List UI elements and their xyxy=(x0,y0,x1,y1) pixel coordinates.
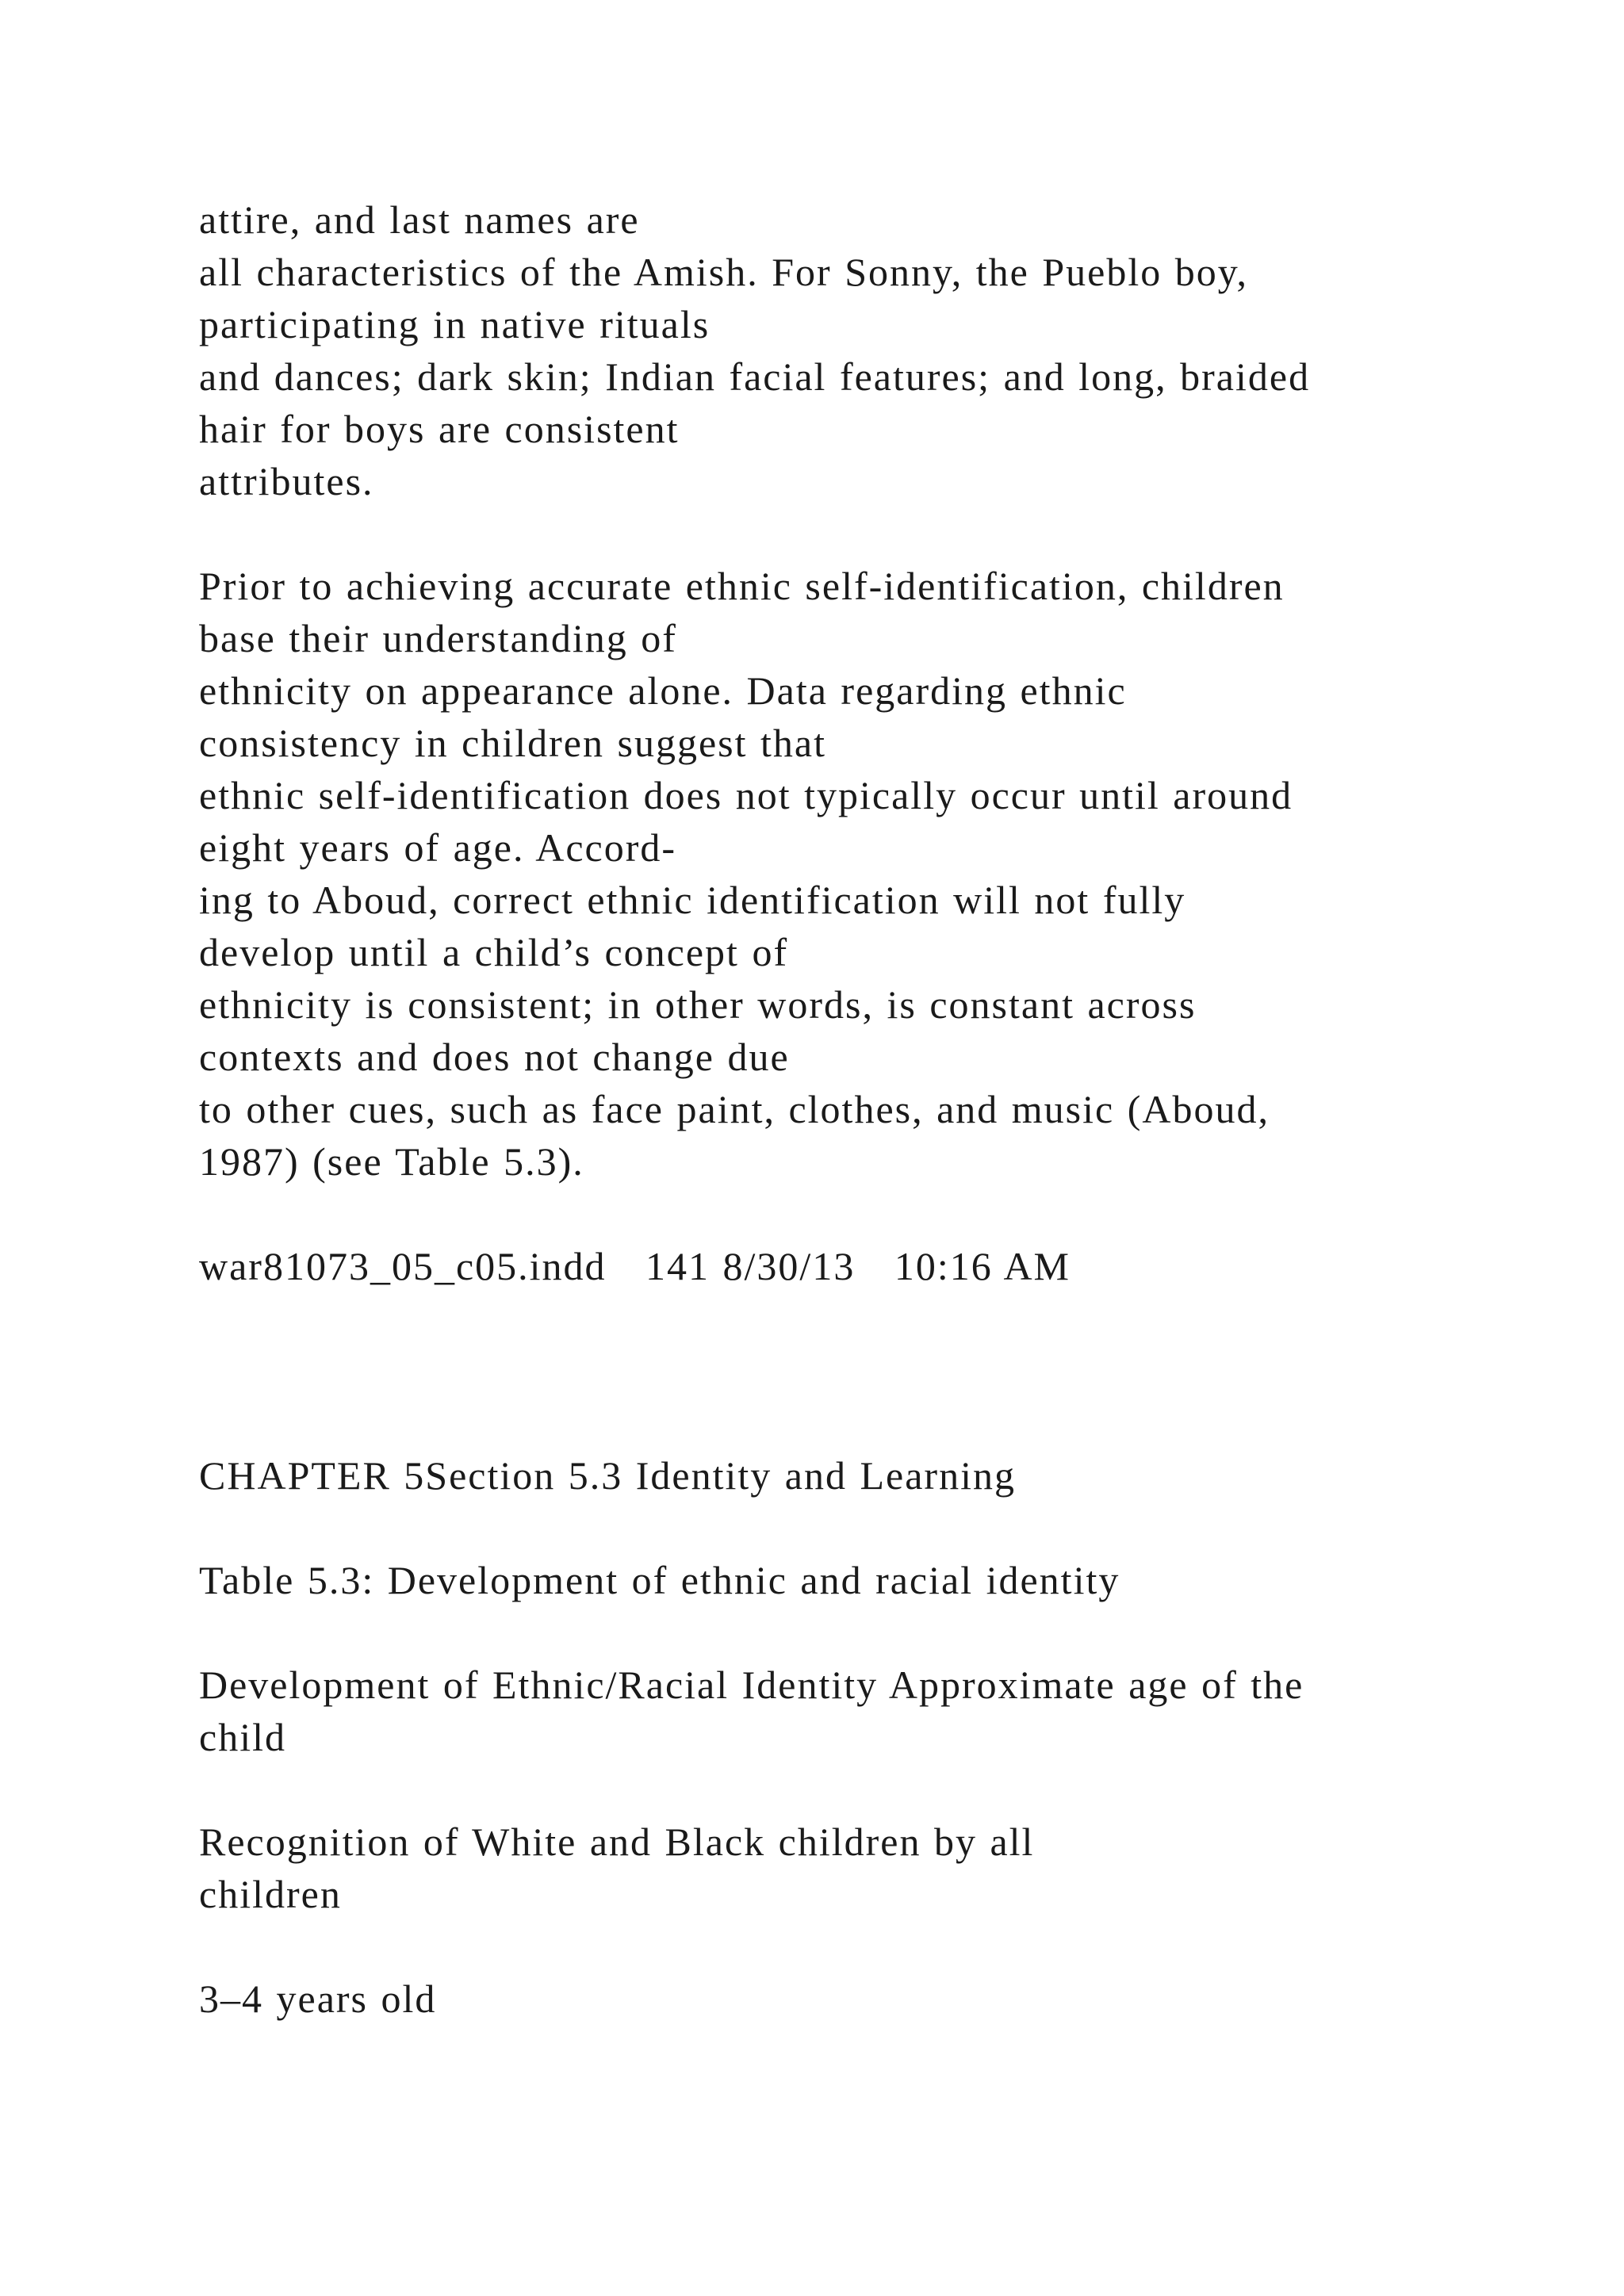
document-page xyxy=(199,193,1436,2025)
chapter-header-text: CHAPTER 5Section 5.3 Identity and Learning xyxy=(199,1453,1016,1498)
text-line: all characteristics of the Amish. For Sonny, the Pueblo boy, xyxy=(199,250,1248,294)
paragraph-gap xyxy=(199,1292,1436,1345)
text-line: contexts and does not change due xyxy=(199,1035,790,1079)
table-row-stage xyxy=(199,1816,1436,1920)
text-line: to other cues, such as face paint, clothes, and music (Aboud, xyxy=(199,1087,1270,1131)
table-cell-text: 3–4 years old xyxy=(199,1976,437,2021)
footer-slug xyxy=(199,1240,1436,1292)
text-line: eight years of age. Accord- xyxy=(199,825,677,870)
text-line: ethnic self-identification does not typically occur until around xyxy=(199,773,1293,817)
table-header-text: Development of Ethnic/Racial Identity Approximate age of the xyxy=(199,1663,1304,1707)
table-cell-text: Recognition of White and Black children by all xyxy=(199,1820,1035,1864)
text-line: 1987) (see Table 5.3). xyxy=(199,1139,584,1184)
paragraph-gap xyxy=(199,1397,1436,1449)
table-row-age xyxy=(199,1973,1436,2025)
text-line: develop until a child’s concept of xyxy=(199,930,789,974)
table-title xyxy=(199,1554,1436,1606)
text-line: ing to Aboud, correct ethnic identification will not fully xyxy=(199,878,1186,922)
table-header-text: child xyxy=(199,1715,286,1759)
text-line: ethnicity is consistent; in other words, is constant across xyxy=(199,982,1197,1027)
table-cell-text: children xyxy=(199,1872,342,1916)
footer-slug-text: war81073_05_c05.indd 141 8/30/13 10:16 AM xyxy=(199,1244,1071,1288)
paragraph-gap xyxy=(199,1345,1436,1397)
text-line: Prior to achieving accurate ethnic self-identification, children xyxy=(199,564,1285,608)
text-line: and dances; dark skin; Indian facial features; and long, braided xyxy=(199,354,1311,399)
paragraph-gap xyxy=(199,1502,1436,1554)
paragraph-ethnic-self-identification xyxy=(199,560,1436,1188)
text-line: hair for boys are consistent xyxy=(199,407,680,451)
paragraph-gap xyxy=(199,1606,1436,1659)
paragraph-gap xyxy=(199,507,1436,560)
text-line: participating in native rituals xyxy=(199,302,710,346)
text-line: base their understanding of xyxy=(199,616,677,660)
text-line: consistency in children suggest that xyxy=(199,721,826,765)
paragraph-amish-pueblo xyxy=(199,193,1436,507)
text-line: attributes. xyxy=(199,459,374,503)
table-title-text: Table 5.3: Development of ethnic and racial identity xyxy=(199,1558,1120,1602)
table-header xyxy=(199,1659,1436,1763)
text-line: attire, and last names are xyxy=(199,197,640,242)
paragraph-gap xyxy=(199,1188,1436,1240)
paragraph-gap xyxy=(199,1763,1436,1816)
paragraph-gap xyxy=(199,1920,1436,1973)
chapter-header xyxy=(199,1449,1436,1502)
text-line: ethnicity on appearance alone. Data regarding ethnic xyxy=(199,668,1127,713)
